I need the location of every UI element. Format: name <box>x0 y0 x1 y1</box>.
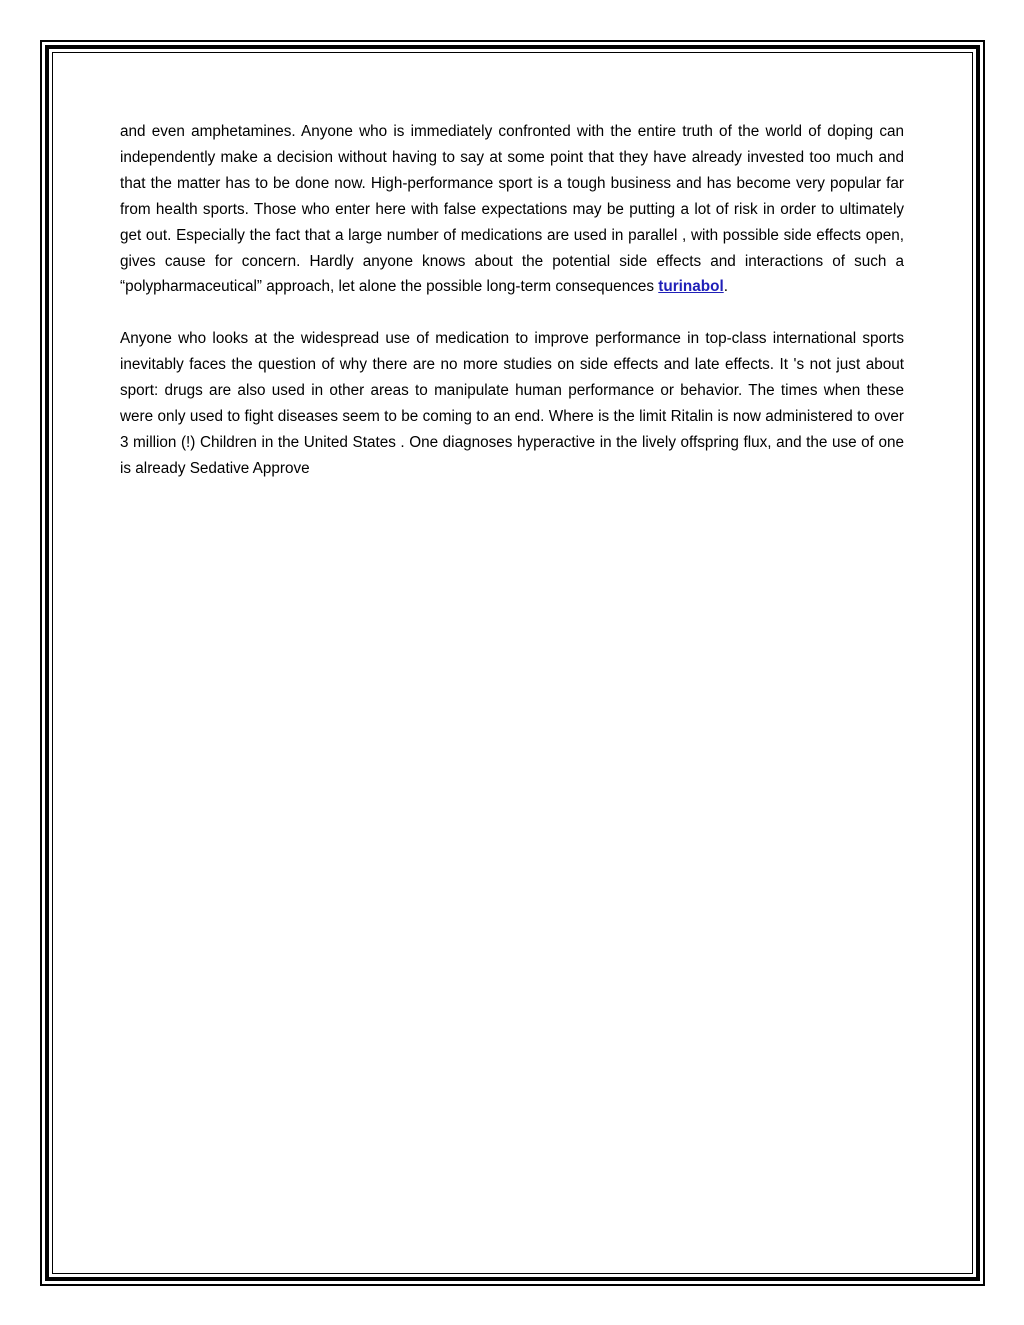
document-body <box>120 119 904 482</box>
paragraph-1 <box>120 119 904 300</box>
paragraph-2: Anyone who looks at the widespread use of medication to improve performance in top-class international sports inevitably faces the question of why there are no more studies on side effects and late effects. It 's not just about sport: drugs are also used in other areas to manipulate human performance or behavior. The times when these were only used to fight diseases seem to be coming to an end. Where is the limit Ritalin is now administered to over 3 million (!) Children in the United States . One diagnoses hyperactive in the lively offspring flux, and the use of one is already Sedative Approve <box>120 330 904 477</box>
paragraph-1-text: and even amphetamines. Anyone who is immediately confronted with the entire truth of the world of doping can independently make a decision without having to say at some point that they have already invested too much and that the matter has to be done now. High-performance sport is a tough business and has become very popular far from health sports. Those who enter here with false expectations may be putting a lot of risk in order to ultimately get out. Especially the fact that a large number of medications are used in parallel , with possible side effects open, gives cause for concern. Hardly anyone knows about the potential side effects and interactions of such a “polypharmaceutical” approach, let alone the possible long-term consequences <box>120 123 904 296</box>
turinabol-link[interactable]: turinabol <box>658 278 724 296</box>
paragraph-1-trailing: . <box>723 278 728 296</box>
